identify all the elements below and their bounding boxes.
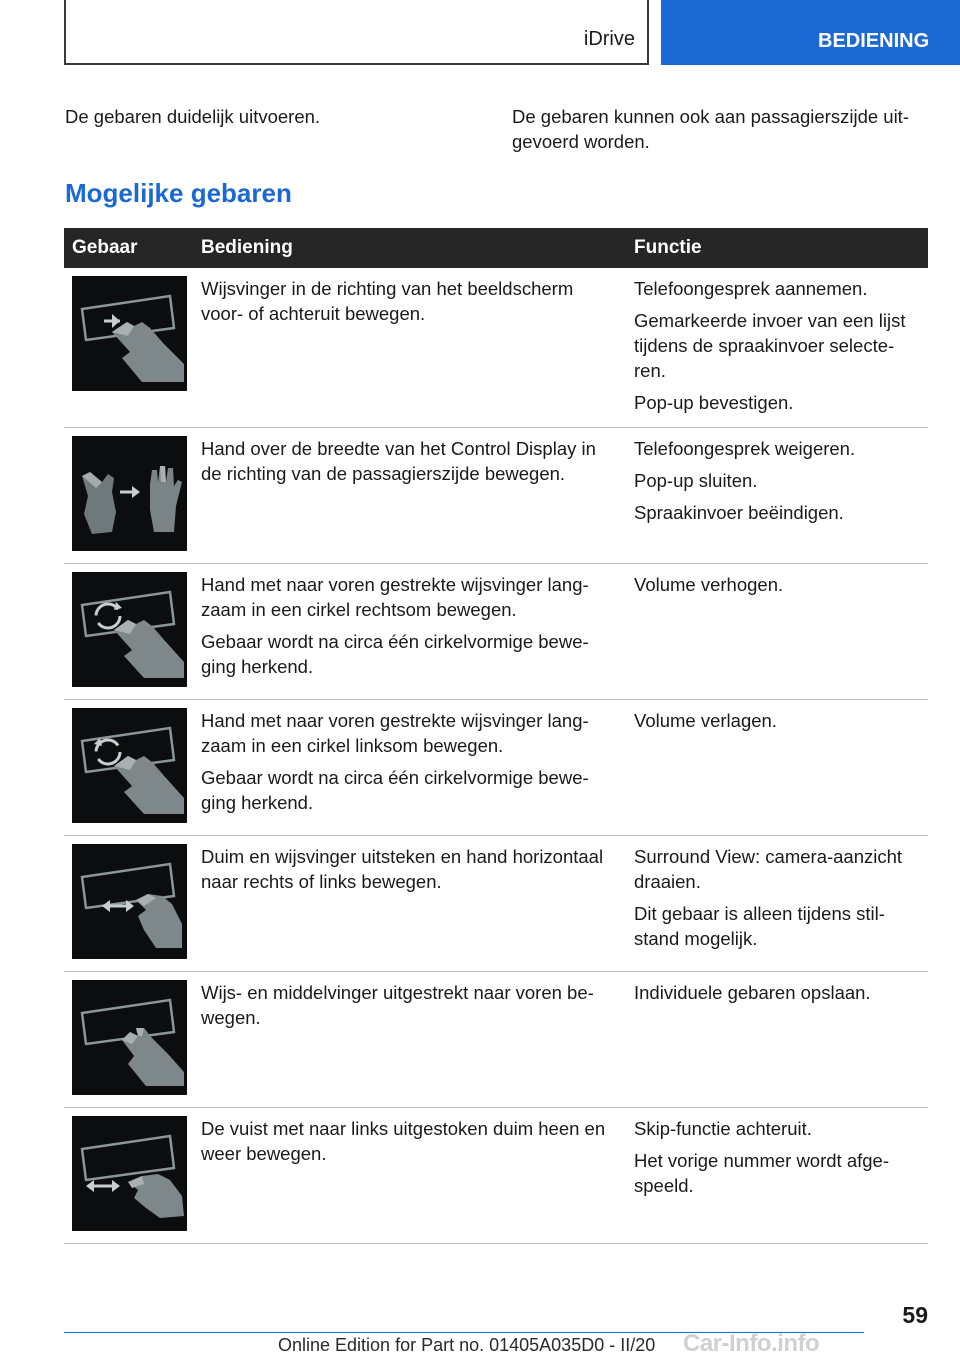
table-row [64, 700, 928, 836]
intro-text-right: De gebaren kunnen ook aan passagierszijde uit-gevoerd worden. [512, 106, 909, 152]
page-number: 59 [902, 1302, 928, 1328]
operation-cell: Wijs- en middelvinger uitgestrekt naar voren be-wegen. [193, 972, 626, 1108]
gesture-thumb-index-horizontal-icon [72, 844, 187, 959]
operation-cell: Hand met naar voren gestrekte wijsvinger lang-zaam in een cirkel rechtsom bewegen. Gebaar wordt na circa één cirkelvormige bewe-ging herkend. [193, 564, 626, 700]
column-header-operation: Bediening [193, 228, 626, 268]
function-cell: Volume verhogen. [626, 564, 928, 700]
header-section-title: iDrive [583, 28, 635, 50]
gesture-circle-counterclockwise-icon [72, 708, 187, 823]
operation-cell: Duim en wijsvinger uitsteken en hand horizontaal naar rechts of links bewegen. [193, 836, 626, 972]
table-row [64, 972, 928, 1108]
gesture-fist-thumb-left-icon [72, 1116, 187, 1231]
operation-cell: Hand met naar voren gestrekte wijsvinger lang-zaam in een cirkel linksom bewegen. Gebaar wordt na circa één cirkelvormige bewe-ging herkend. [193, 700, 626, 836]
gesture-point-forward-back-icon [72, 276, 187, 391]
table-row [64, 1108, 928, 1244]
section-title: Mogelijke gebaren [65, 178, 292, 208]
table-row [64, 836, 928, 972]
operation-cell: Wijsvinger in de richting van het beeldscherm voor- of achteruit bewegen. [193, 268, 626, 428]
column-header-function: Functie [626, 228, 928, 268]
function-cell: Telefoongesprek aannemen. Gemarkeerde invoer van een lijst tijdens de spraakinvoer selecte-ren. Pop-up bevestigen. [626, 268, 928, 428]
footer-edition-text: Online Edition for Part no. 01405A035D0 - II/20 [278, 1335, 656, 1355]
gesture-cell [64, 268, 193, 428]
operation-cell: De vuist met naar links uitgestoken duim heen en weer bewegen. [193, 1108, 626, 1244]
function-cell: Volume verlagen. [626, 700, 928, 836]
gesture-table [64, 228, 928, 1244]
column-header-gesture: Gebaar [64, 228, 193, 268]
gesture-cell [64, 1108, 193, 1244]
header-section-box [64, 0, 649, 65]
function-cell: Telefoongesprek weigeren. Pop-up sluiten. Spraakinvoer beëindigen. [626, 428, 928, 564]
intro-text-left: De gebaren duidelijk uitvoeren. [65, 106, 321, 127]
gesture-hand-swipe-icon [72, 436, 187, 551]
function-cell: Surround View: camera-aanzicht draaien. Dit gebaar is alleen tijdens stil-stand mogelijk. [626, 836, 928, 972]
table-row [64, 428, 928, 564]
header-chapter-tab [661, 0, 960, 65]
gesture-cell [64, 972, 193, 1108]
table-row [64, 564, 928, 700]
gesture-cell [64, 836, 193, 972]
function-cell: Skip-functie achteruit. Het vorige nummer wordt afge-speeld. [626, 1108, 928, 1244]
header-chapter-title: BEDIENING [818, 30, 930, 52]
gesture-cell [64, 564, 193, 700]
gesture-two-fingers-forward-icon [72, 980, 187, 1095]
table-header-row [64, 228, 928, 268]
gesture-circle-clockwise-icon [72, 572, 187, 687]
gesture-cell [64, 428, 193, 564]
operation-cell: Hand over de breedte van het Control Display in de richting van de passagierszijde bewegen. [193, 428, 626, 564]
function-cell: Individuele gebaren opslaan. [626, 972, 928, 1108]
table-row [64, 268, 928, 428]
gesture-cell [64, 700, 193, 836]
footer-watermark: Car-Info.info [683, 1330, 820, 1357]
